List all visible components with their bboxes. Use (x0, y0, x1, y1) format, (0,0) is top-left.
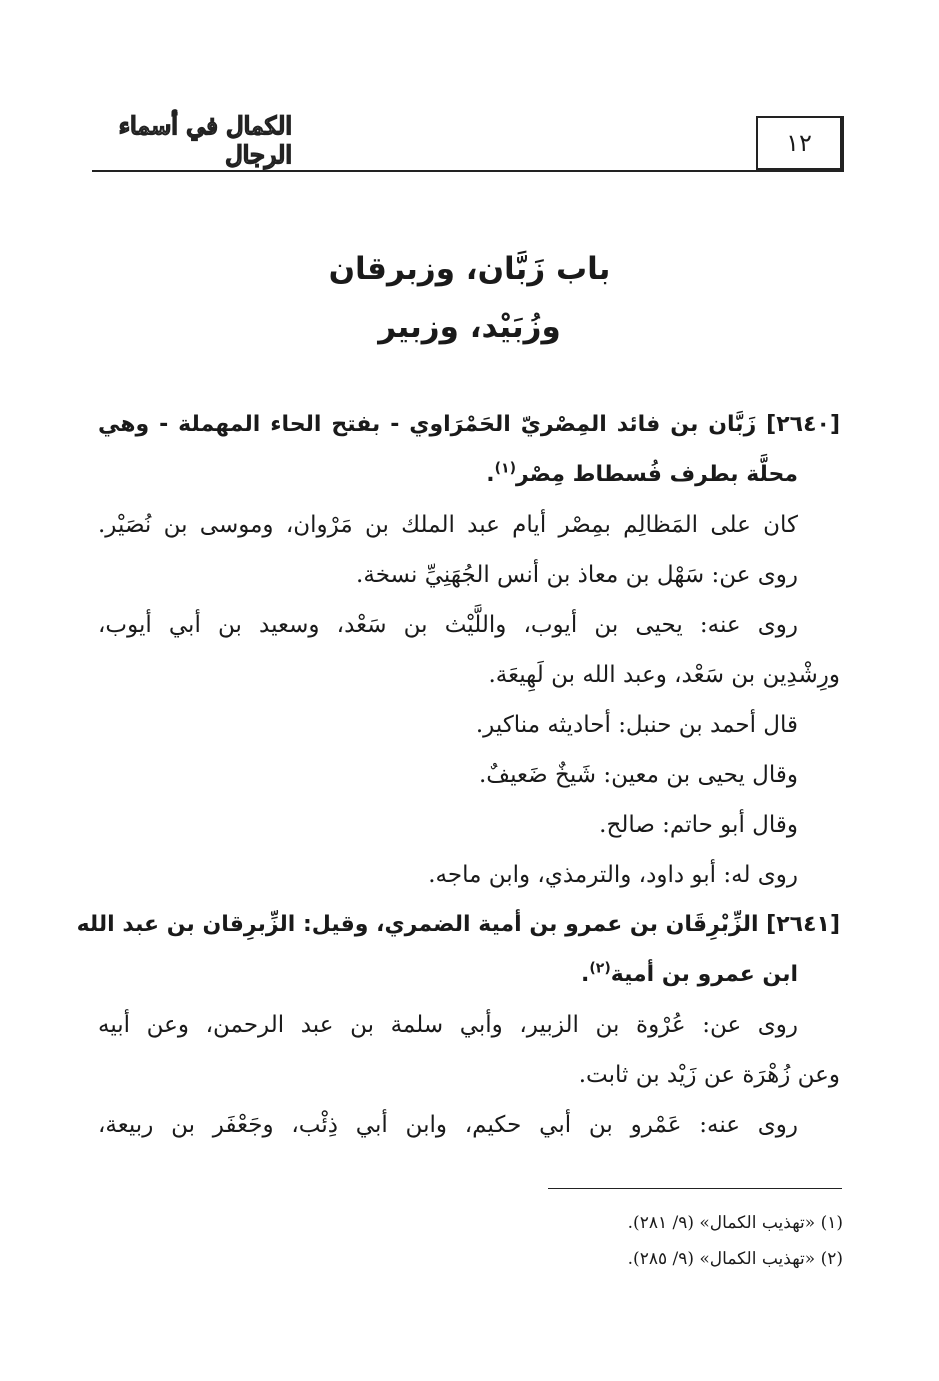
entry-heading-continued (98, 950, 840, 1000)
entry-line: قال أحمد بن حنبل: أحاديثه مناكير. (475, 712, 798, 738)
footnote-rule (548, 1188, 842, 1189)
entry-line: روى عن: عُرْوة بن الزبير، وأبي سلمة بن عبد الرحمن، وعن أبيه (98, 1012, 798, 1038)
entry-line: روى عن: سَهْل بن معاذ بن أنس الجُهَنِيِّ نسخة. (356, 562, 798, 588)
header-rule (92, 170, 844, 172)
entry-line: وقال أبو حاتم: صالح. (599, 812, 798, 838)
page-number-box (756, 116, 844, 172)
chapter-title-line-1: باب زَبَّان، وزبرقان (328, 251, 611, 287)
footnotes (243, 1205, 843, 1277)
footnote-2: (٢) «تهذيب الكمال» (٩/ ٢٨٥). (627, 1249, 843, 1269)
entry-heading-end: . (486, 462, 495, 487)
entry-line: كان على المَظالِم بمِصْر أيام عبد الملك بن مَرْوان، وموسى بن نُصَيْر. (98, 512, 798, 538)
entry-line: وعن زُهْرَة عن زَيْد بن ثابت. (578, 1062, 840, 1088)
entry-line: روى له: أبو داود، والترمذي، وابن ماجه. (428, 862, 798, 888)
entry-heading-text: محلَّة بطرف فُسطاط مِصْر (515, 462, 798, 487)
entry-line: روى عنه: يحيى بن أيوب، واللَّيْث بن سَعْد، وسعيد بن أبي أيوب، (98, 612, 798, 638)
running-title: الكمال في أسماء الرجال (118, 111, 292, 169)
chapter-title (0, 240, 939, 356)
entry-heading-continued (98, 450, 840, 500)
footnote-1: (١) «تهذيب الكمال» (٩/ ٢٨١). (627, 1213, 843, 1233)
entry-line: روى عنه: عَمْرو بن أبي حكيم، وابن أبي ذِئْب، وجَعْفَر بن ربيعة، (98, 1112, 798, 1138)
entry-line: وقال يحيى بن معين: شَيخٌ ضَعيفٌ. (478, 762, 798, 788)
entry-heading-text: ابن عمرو بن أمية (610, 962, 798, 987)
page-body (76, 400, 840, 1150)
page-header (92, 110, 844, 172)
entry-heading: [٢٦٤٠] زَبَّان بن فائد المِصْريّ الحَمْرَاوي - بفتح الحاء المهملة - وهي (98, 412, 840, 437)
chapter-title-line-2: وزُبَيْد، وزبير (378, 309, 561, 345)
page-number: ١٢ (786, 129, 812, 157)
entry-line: ورِشْدِين بن سَعْد، وعبد الله بن لَهِيعَة. (488, 662, 840, 688)
footnote-ref: (١) (494, 460, 516, 477)
entry-heading-end: . (581, 962, 590, 987)
entry-heading: [٢٦٤١] الزِّبْرِقَان بن عمرو بن أمية الضمري، وقيل: الزِّبرِقان بن عبد الله (76, 912, 840, 937)
footnote-ref: (٢) (589, 960, 611, 977)
